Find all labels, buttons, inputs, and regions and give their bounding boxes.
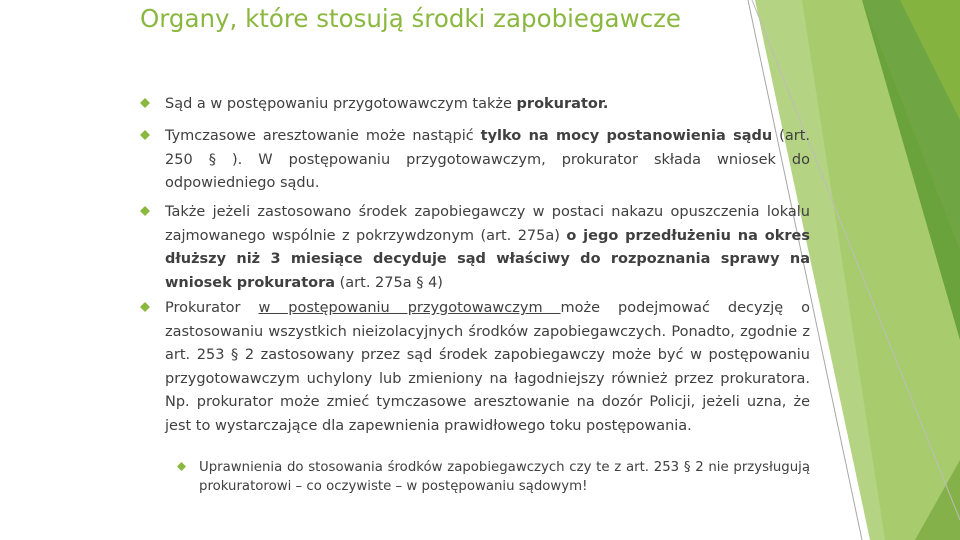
bullet-4 [140,297,810,439]
bold-phrase: prokurator. [516,96,609,112]
diamond-bullet-icon [140,130,150,140]
sub-bullet-text: Uprawnienia do stosowania środków zapobiegawczych czy te z art. 253 § 2 nie przysługują prokuratorowi – co oczywiste – w postępowaniu sądowym! [199,460,810,494]
sub-bullet [177,459,810,496]
bullet-text: Tymczasowe aresztowanie może nastąpić tylko na mocy postanowienia sądu (art. 250 § ). W postępowaniu przygotowawczym, prokurator składa wniosek do odpowiedniego sądu. [165,128,810,192]
bullet-text: Prokurator w postępowaniu przygotowawczym może podejmować decyzję o zastosowaniu wszystkich nieizolacyjnych środków zapobiegawczych. Ponadto, zgodnie z art. 253 § 2 zastosowany przez sąd środek zapobiegawczy może być w postępowaniu przygotowawczym uchylony lub zmieniony na łagodniejszy również przez prokuratora. Np. prokurator może zmieć tymczasowe aresztowanie na dozór Policji, jeżeli uzna, że jest to wystarczające dla zapewnienia prawidłowego toku postępowania. [165,300,810,434]
bold-phrase: tylko na mocy postanowienia sądu [480,128,773,144]
diamond-bullet-icon [177,462,186,471]
diamond-bullet-icon [140,206,150,216]
bullet-1 [140,93,810,117]
diamond-bullet-icon [140,302,150,312]
page-title: Organy, które stosują środki zapobiegawcze [140,4,682,33]
bullet-3 [140,201,810,295]
bold-phrase: o jego przedłużeniu na okres dłuższy niż 3 miesiące decyduje sąd właściwy do rozpoznania sprawy na wniosek prokuratora [165,227,810,291]
bullet-text: Sąd a w postępowaniu przygotowawczym także prokurator. [165,96,609,112]
bullet-2 [140,125,810,196]
diamond-bullet-icon [140,98,150,108]
underlined-phrase: w postępowaniu przygotowawczym [258,300,561,316]
bullet-text: Także jeżeli zastosowano środek zapobiegawczy w postaci nakazu opuszczenia lokalu zajmowanego wspólnie z pokrzywdzonym (art. 275a) o jego przedłużeniu na okres dłuższy niż 3 miesiące decyduje sąd właściwy do rozpoznania sprawy na wniosek prokuratora (art. 275a § 4) [165,204,810,291]
